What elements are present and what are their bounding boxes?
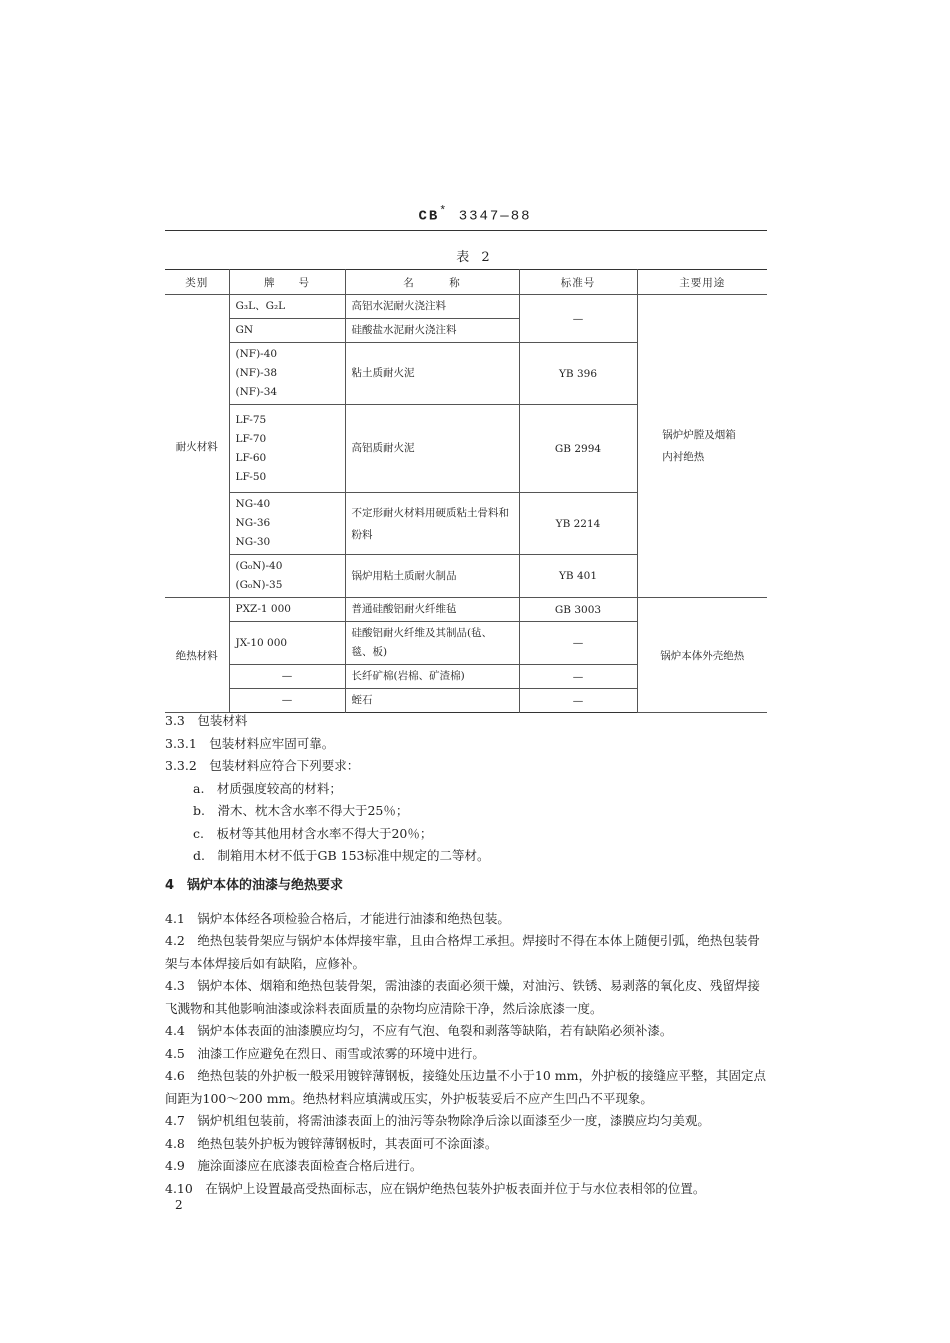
grade: PXZ-1 000: [235, 603, 291, 615]
grade: (G₀N)-35: [235, 579, 283, 591]
standard-cell: YB 2214: [519, 493, 637, 555]
grade: (NF)-34: [235, 386, 278, 398]
table-header-row: [165, 270, 767, 295]
standard-cell: GB 3003: [519, 598, 637, 622]
name-cell: [345, 319, 519, 343]
std-star: *: [439, 204, 449, 218]
list-item: d. 制箱用木材不低于GB 153标准中规定的二等材。: [193, 848, 490, 863]
name-cell: [345, 598, 519, 622]
col-header-usage: 主要用途: [637, 270, 767, 295]
material-name: 锅炉用粘土质耐火制品: [351, 569, 457, 582]
std-prefix: CB: [418, 208, 440, 225]
table-row: [165, 598, 767, 622]
paragraph: 4.9 施涂面漆应在底漆表面检查合格后进行。: [165, 1158, 423, 1173]
material-name: 硅酸盐水泥耐火浇注料: [351, 324, 457, 336]
grade-cell: [229, 295, 345, 319]
grade: JX-10 000: [235, 636, 288, 649]
paragraph: 4.10 在锅炉上设置最高受热面标志，应在锅炉绝热包装外护板表面并位于与水位表相邻的位置。: [165, 1180, 706, 1196]
material-name: 长纤矿棉(岩棉、矿渣棉): [351, 670, 465, 682]
standard-cell: YB 396: [519, 343, 637, 405]
paragraph: 4.7 锅炉机组包装前，将需油漆表面上的油污等杂物除净后涂以面漆至少一度，漆膜应均匀美观。: [165, 1113, 710, 1128]
usage-text: 锅炉炉膛及烟箱内衬绝热: [662, 429, 736, 463]
material-name: 粘土质耐火泥: [351, 367, 415, 379]
material-name: 不定形耐火材料用硬质粘土骨料和粉料: [351, 506, 509, 541]
page-number: 2: [175, 1198, 183, 1212]
material-name: 普通硅酸铝耐火纤维毡: [351, 603, 457, 615]
grade: LF-75: [235, 413, 267, 426]
section-title: 4 锅炉本体的油漆与绝热要求: [165, 878, 344, 893]
grade-cell: [229, 598, 345, 622]
paragraph: 4.8 绝热包装外护板为镀锌薄钢板时，其表面可不涂面漆。: [165, 1135, 498, 1151]
materials-table: [165, 269, 767, 713]
grade: NG-40: [235, 498, 271, 510]
list-item: c. 板材等其他用材含水率不得大于20％；: [193, 825, 433, 841]
header-rule: [165, 230, 767, 231]
paragraph: 3.3.2 包装材料应符合下列要求：: [165, 758, 360, 773]
name-cell: [345, 295, 519, 319]
grade: LF-70: [235, 432, 267, 445]
grade: NG-36: [235, 517, 271, 529]
category-cell: 绝热材料: [165, 598, 229, 713]
col-header-grade: 牌 号: [229, 270, 345, 295]
document-header: [0, 204, 950, 225]
section-3-3: [165, 710, 770, 868]
list-item: a. 材质强度较高的材料；: [193, 780, 342, 796]
usage-cell: [637, 295, 767, 598]
material-name: 硅酸铝耐火纤维及其制品(毡、毯、板): [351, 627, 493, 658]
grade: LF-60: [235, 451, 267, 464]
section-4: [165, 875, 770, 1200]
standard-cell: —: [519, 622, 637, 665]
grade-cell: [229, 493, 345, 555]
grade-cell: [229, 689, 345, 713]
col-header-name: 名 称: [345, 270, 519, 295]
standard-cell: —: [519, 689, 637, 713]
paragraph: 4.1 锅炉本体经各项检验合格后，才能进行油漆和绝热包装。: [165, 910, 510, 926]
paragraph: 4.3 锅炉本体、烟箱和绝热包装骨架，需油漆的表面必须干燥，对油污、铁锈、易剥落的氧化皮、残留焊接飞溅物和其他影响油漆或涂料表面质量的杂物均应清除干净，然后涂底漆一度。: [165, 978, 760, 1016]
grade-cell: [229, 319, 345, 343]
name-cell: [345, 343, 519, 405]
grade: (G₀N)-40: [235, 560, 283, 572]
standard-cell: —: [519, 295, 637, 343]
grade: —: [281, 670, 293, 682]
name-cell: [345, 622, 519, 665]
col-header-category: 类别: [165, 270, 229, 295]
grade: (NF)-40: [235, 348, 278, 360]
paragraph: 4.4 锅炉本体表面的油漆膜应均匀，不应有气泡、龟裂和剥落等缺陷，若有缺陷必须补漆。: [165, 1023, 673, 1038]
grade: LF-50: [235, 470, 267, 483]
table-row: [165, 295, 767, 319]
paragraph: 4.6 绝热包装的外护板一般采用镀锌薄钢板，接缝处压边量不小于10 mm，外护板的接缝应平整，其固定点间距为100～200 mm。绝热材料应填满或压实，外护板装妥后不应产生凹凸不平现象。: [165, 1068, 766, 1106]
grade: —: [281, 694, 293, 706]
grade: NG-30: [235, 536, 271, 548]
material-name: 蛭石: [351, 694, 373, 706]
std-number: 3347—88: [458, 208, 532, 225]
material-name: 高铝水泥耐火浇注料: [351, 300, 446, 312]
standard-cell: YB 401: [519, 555, 637, 598]
table-caption: 表 2: [456, 250, 494, 265]
paragraph: 4.5 油漆工作应避免在烈日、雨雪或浓雾的环境中进行。: [165, 1045, 485, 1061]
grade-cell: [229, 555, 345, 598]
standard-cell: GB 2994: [519, 405, 637, 493]
name-cell: [345, 665, 519, 689]
grade-cell: [229, 405, 345, 493]
name-cell: [345, 689, 519, 713]
name-cell: [345, 493, 519, 555]
usage-cell: 锅炉本体外壳绝热: [637, 598, 767, 713]
grade-cell: [229, 622, 345, 665]
category-cell: 耐火材料: [165, 295, 229, 598]
grade-cell: [229, 343, 345, 405]
material-name: 高铝质耐火泥: [351, 442, 415, 454]
paragraph: 4.2 绝热包装骨架应与锅炉本体焊接牢靠，且由合格焊工承担。焊接时不得在本体上随便引弧，绝热包装骨架与本体焊接后如有缺陷，应修补。: [165, 933, 760, 971]
list-item: b. 滑木、枕木含水率不得大于25％；: [193, 803, 409, 818]
paragraph: 3.3.1 包装材料应牢固可靠。: [165, 735, 335, 751]
grade: GN: [235, 324, 254, 336]
grade-cell: [229, 665, 345, 689]
grade: (NF)-38: [235, 367, 278, 379]
section-title: 3.3 包装材料: [165, 713, 248, 728]
grade: G₃L、G₂L: [235, 300, 286, 312]
standard-cell: —: [519, 665, 637, 689]
col-header-standard: 标准号: [519, 270, 637, 295]
name-cell: [345, 555, 519, 598]
name-cell: [345, 405, 519, 493]
